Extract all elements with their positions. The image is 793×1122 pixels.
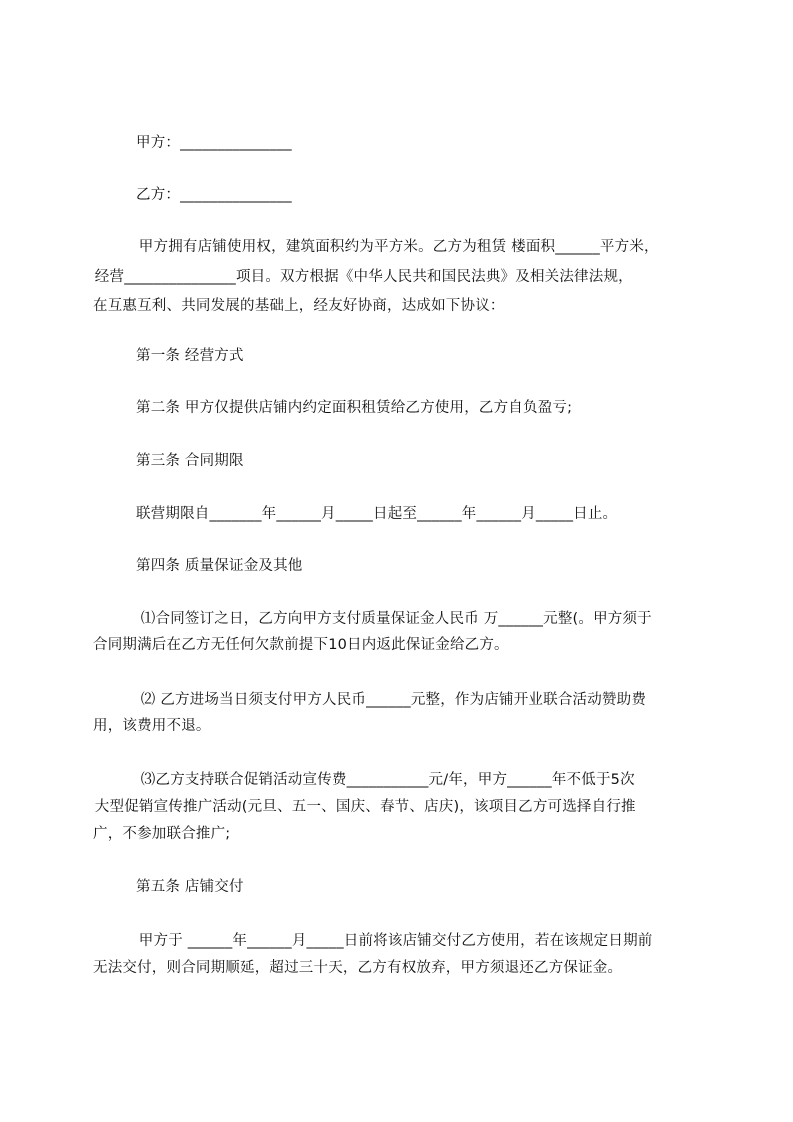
clause-1-line: ⑴合同签订之日，乙方向甲方支付质量保证金人民币 万______元整(。甲方须于 [136,611,652,627]
clause-2-line: 用，该费用不退。 [93,718,211,734]
intro-paragraph-line: 在互惠互利、共同发展的基础上，经友好协商，达成如下协议： [93,298,505,314]
clause-3-line: 大型促销宣传推广活动(元旦、五一、国庆、春节、店庆)，该项目乙方可选择自行推 [90,799,636,815]
delivery-paragraph-line: 无法交付，则合同期顺延，超过三十天，乙方有权放弃，甲方须退还乙方保证金。 [93,960,623,976]
article-3-heading: 第三条 合同期限 [136,453,244,469]
clause-1-line: 合同期满后在乙方无任何欠款前提下10日内返此保证金给乙方。 [93,637,509,653]
article-4-heading: 第四条 质量保证金及其他 [136,558,303,574]
article-5-heading: 第五条 店铺交付 [136,879,244,895]
article-1-heading: 第一条 经营方式 [136,348,244,364]
term-line: 联营期限自_______年______月_____日起至______年______月_____日止。 [136,506,618,522]
delivery-paragraph-line: 甲方于 ______年______月_____日前将该店铺交付乙方使用，若在该规定日期前 [134,933,653,949]
party-a-line: 甲方：_______________ [136,135,292,151]
intro-paragraph-line: 甲方拥有店铺使用权，建筑面积约为平方米。乙方为租赁 楼面积______平方米， [134,239,659,255]
clause-2-line: ⑵ 乙方进场当日须支付甲方人民币______元整，作为店铺开业联合活动赞助费 [136,692,647,708]
clause-3-line: 广，不参加联合推广; [93,826,231,842]
clause-3-line: ⑶乙方支持联合促销活动宣传费___________元/年，甲方______年不低于5次 [136,772,635,788]
party-b-line: 乙方：_______________ [136,187,292,203]
intro-paragraph-line: 经营_______________项目。双方根据《中华人民共和国民法典》及相关法律法规， [90,269,633,285]
article-2-text: 第二条 甲方仅提供店铺内约定面积租赁给乙方使用，乙方自负盈亏; [136,400,573,416]
